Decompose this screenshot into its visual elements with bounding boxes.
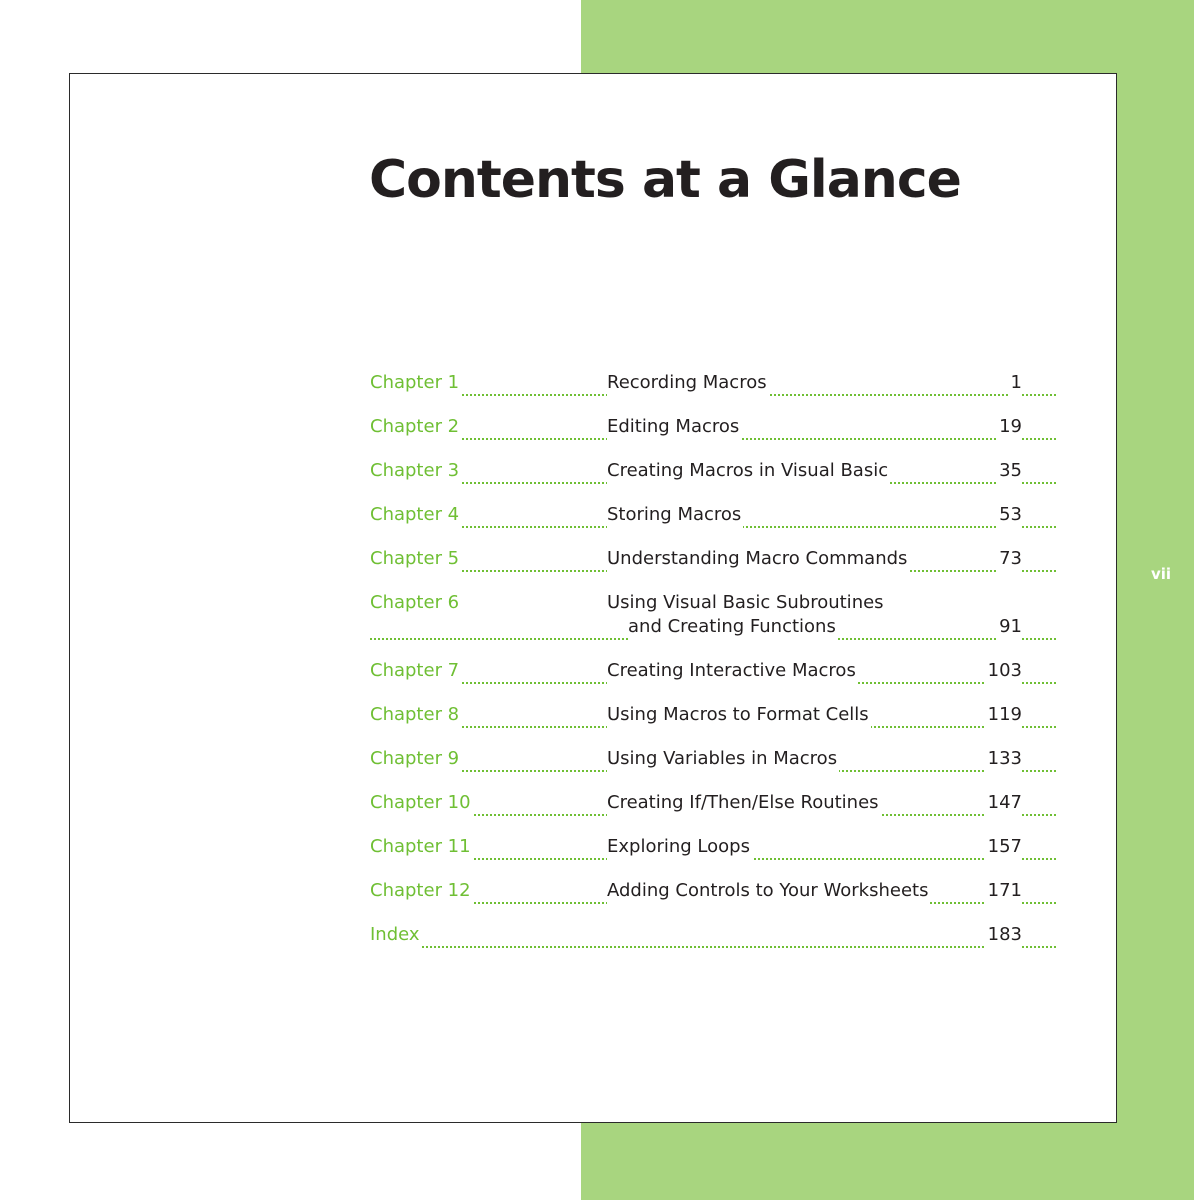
toc-entry-chapter-1[interactable] (370, 370, 1056, 414)
chapter-label: Chapter 11 (370, 834, 473, 860)
chapter-title: Creating Macros in Visual Basic (607, 458, 890, 484)
chapter-label: Chapter 5 (370, 546, 461, 572)
page-ref: 19 (997, 414, 1022, 440)
page-ref: 53 (997, 502, 1022, 528)
toc-entry-chapter-9[interactable] (370, 746, 1056, 790)
chapter-title: Creating If/Then/Else Routines (607, 790, 881, 816)
chapter-title: Storing Macros (607, 502, 743, 528)
chapter-title: Recording Macros (607, 370, 769, 396)
page-ref: 119 (986, 702, 1022, 728)
chapter-title: Using Visual Basic Subroutines (607, 590, 886, 616)
toc-entry-chapter-3[interactable] (370, 458, 1056, 502)
page-ref: 91 (997, 614, 1022, 640)
chapter-label: Chapter 9 (370, 746, 461, 772)
page-ref: 157 (986, 834, 1022, 860)
chapter-label: Chapter 10 (370, 790, 473, 816)
chapter-label: Chapter 12 (370, 878, 473, 904)
chapter-label: Index (370, 922, 422, 948)
page-ref: 73 (997, 546, 1022, 572)
chapter-label: Chapter 7 (370, 658, 461, 684)
chapter-title: Using Macros to Format Cells (607, 702, 871, 728)
page-ref: 183 (986, 922, 1022, 948)
page-number: vii (1151, 565, 1172, 583)
dot-leader (370, 946, 1056, 948)
chapter-title: Understanding Macro Commands (607, 546, 909, 572)
chapter-label: Chapter 8 (370, 702, 461, 728)
toc-entry-chapter-12[interactable] (370, 878, 1056, 922)
page-ref: 35 (997, 458, 1022, 484)
toc-entry-chapter-5[interactable] (370, 546, 1056, 590)
toc-entry-chapter-6[interactable] (370, 590, 1056, 658)
chapter-label: Chapter 6 (370, 590, 461, 616)
page-ref: 133 (986, 746, 1022, 772)
page-ref: 147 (986, 790, 1022, 816)
chapter-title-line2: and Creating Functions (628, 614, 838, 640)
toc-entry-chapter-8[interactable] (370, 702, 1056, 746)
page-ref: 1 (1009, 370, 1022, 396)
chapter-title: Exploring Loops (607, 834, 752, 860)
chapter-label: Chapter 3 (370, 458, 461, 484)
chapter-title: Adding Controls to Your Worksheets (607, 878, 930, 904)
toc-entry-chapter-7[interactable] (370, 658, 1056, 702)
chapter-label: Chapter 4 (370, 502, 461, 528)
chapter-title: Using Variables in Macros (607, 746, 839, 772)
chapter-label: Chapter 2 (370, 414, 461, 440)
page-ref: 103 (986, 658, 1022, 684)
table-of-contents (370, 370, 1056, 966)
page-ref: 171 (986, 878, 1022, 904)
chapter-title: Editing Macros (607, 414, 741, 440)
chapter-label: Chapter 1 (370, 370, 461, 396)
toc-entry-chapter-2[interactable] (370, 414, 1056, 458)
toc-entry-chapter-11[interactable] (370, 834, 1056, 878)
toc-entry-chapter-10[interactable] (370, 790, 1056, 834)
toc-entry-index[interactable] (370, 922, 1056, 966)
chapter-title: Creating Interactive Macros (607, 658, 858, 684)
toc-entry-chapter-4[interactable] (370, 502, 1056, 546)
page-title: Contents at a Glance (369, 150, 961, 210)
